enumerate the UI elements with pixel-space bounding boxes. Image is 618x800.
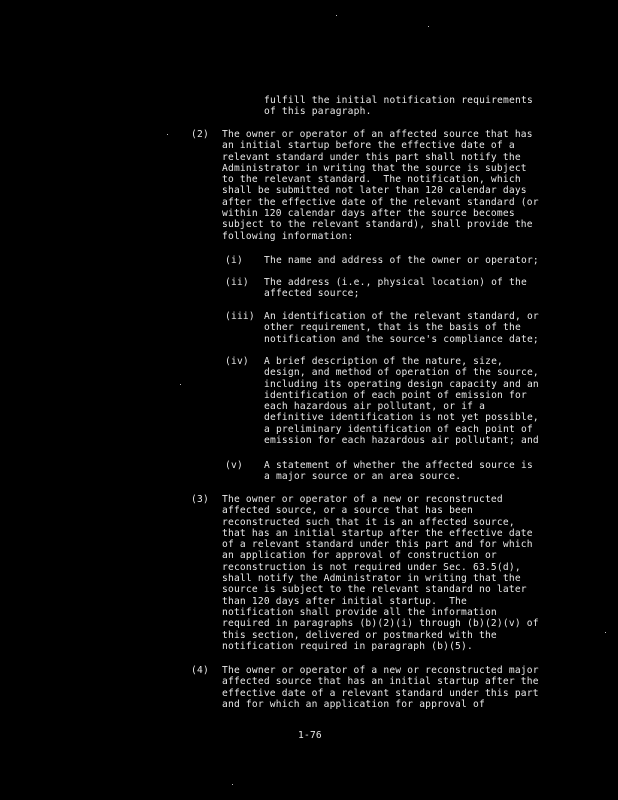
item-iii-text (264, 311, 539, 345)
item-label: (iii) (225, 311, 255, 322)
text-line: this section, delivered or postmarked with the (222, 629, 497, 641)
text-line: emission for each hazardous air pollutant; and (264, 435, 539, 447)
item-label: (i) (225, 255, 243, 266)
text-line: that has an initial startup after the effective date (222, 527, 533, 539)
text-line: other requirement, that is the basis of the (264, 322, 521, 334)
text-line: source is subject to the relevant standard no later (222, 584, 527, 596)
text-line: of this paragraph. (264, 106, 372, 118)
text-line: within 120 calendar days after the source becomes (222, 208, 515, 220)
item-ii-text (264, 277, 527, 300)
text-line: The name and address of the owner or operator; (264, 255, 539, 266)
text-line: to the relevant standard. The notification, which (222, 174, 521, 186)
item-label: (v) (225, 460, 243, 471)
intro-text (264, 95, 533, 118)
paragraph-label: (3) (191, 494, 209, 505)
text-line: following information: (222, 230, 354, 242)
page-number: 1-76 (298, 730, 322, 741)
text-line: including its operating design capacity and an (264, 378, 539, 390)
text-line: The owner or operator of an affected source that has (222, 129, 533, 140)
text-line: reconstruction is not required under Sec. 63.5(d), (222, 561, 521, 573)
text-line: than 120 days after initial startup. The (222, 595, 468, 607)
text-line: affected source, or a source that has been (222, 505, 473, 517)
text-line: A brief description of the nature, size, (264, 356, 504, 367)
text-line: a preliminary identification of each point of (264, 423, 533, 435)
text-line: The owner or operator of a new or reconstructed (222, 494, 503, 505)
paragraph-4-text (222, 665, 539, 710)
text-line: a major source or an area source. (264, 471, 462, 483)
scan-speck (336, 15, 337, 16)
text-line: affected source; (264, 288, 360, 300)
text-line: after the effective date of the relevant standard (or (222, 196, 539, 208)
item-i-text (264, 255, 539, 266)
text-line: required in paragraphs (b)(2)(i) through (b)(2)(v) of (222, 618, 539, 630)
text-line: and for which an application for approval of (222, 698, 485, 710)
text-line: affected source that has an initial startup after the (222, 676, 539, 688)
item-label: (ii) (225, 277, 249, 288)
paragraph-3-text (222, 494, 539, 652)
paragraph-label: (4) (191, 665, 209, 676)
item-iv-text (264, 356, 539, 446)
text-line: an initial startup before the effective date of a (222, 140, 515, 152)
text-line: Administrator in writing that the source is subject (222, 162, 527, 174)
text-line: effective date of a relevant standard under this part (222, 687, 539, 699)
scan-speck (428, 26, 429, 27)
scan-speck (180, 384, 181, 385)
text-line: notification required in paragraph (b)(5). (222, 640, 473, 652)
text-line: notification shall provide all the information (222, 606, 497, 618)
item-v-text (264, 460, 533, 483)
text-line: A statement of whether the affected source is (264, 460, 533, 471)
text-line: An identification of the relevant standard, or (264, 311, 539, 322)
text-line: shall notify the Administrator in writing that the (222, 573, 521, 585)
text-line: The owner or operator of a new or reconstructed major (222, 665, 539, 676)
text-line: relevant standard under this part shall notify the (222, 151, 521, 163)
text-line: an application for approval of construction or (222, 550, 497, 562)
text-line: fulfill the initial notification requirements (264, 95, 533, 106)
scan-speck (167, 134, 168, 135)
text-line: notification and the source's compliance date; (264, 333, 539, 345)
paragraph-label: (2) (191, 129, 209, 140)
text-line: reconstructed such that it is an affected source, (222, 516, 515, 528)
text-line: identification of each point of emission for (264, 389, 527, 401)
text-line: of a relevant standard under this part and for which (222, 539, 533, 551)
text-line: The address (i.e., physical location) of the (264, 277, 527, 288)
scan-speck (232, 784, 233, 785)
paragraph-2-text (222, 129, 539, 242)
scan-speck (605, 632, 606, 633)
text-line: shall be submitted not later than 120 calendar days (222, 185, 527, 197)
text-line: design, and method of operation of the source, (264, 367, 539, 379)
item-label: (iv) (225, 356, 249, 367)
text-line: subject to the relevant standard), shall provide the (222, 219, 533, 231)
text-line: each hazardous air pollutant, or if a (264, 401, 486, 413)
text-line: definitive identification is not yet possible, (264, 412, 539, 424)
